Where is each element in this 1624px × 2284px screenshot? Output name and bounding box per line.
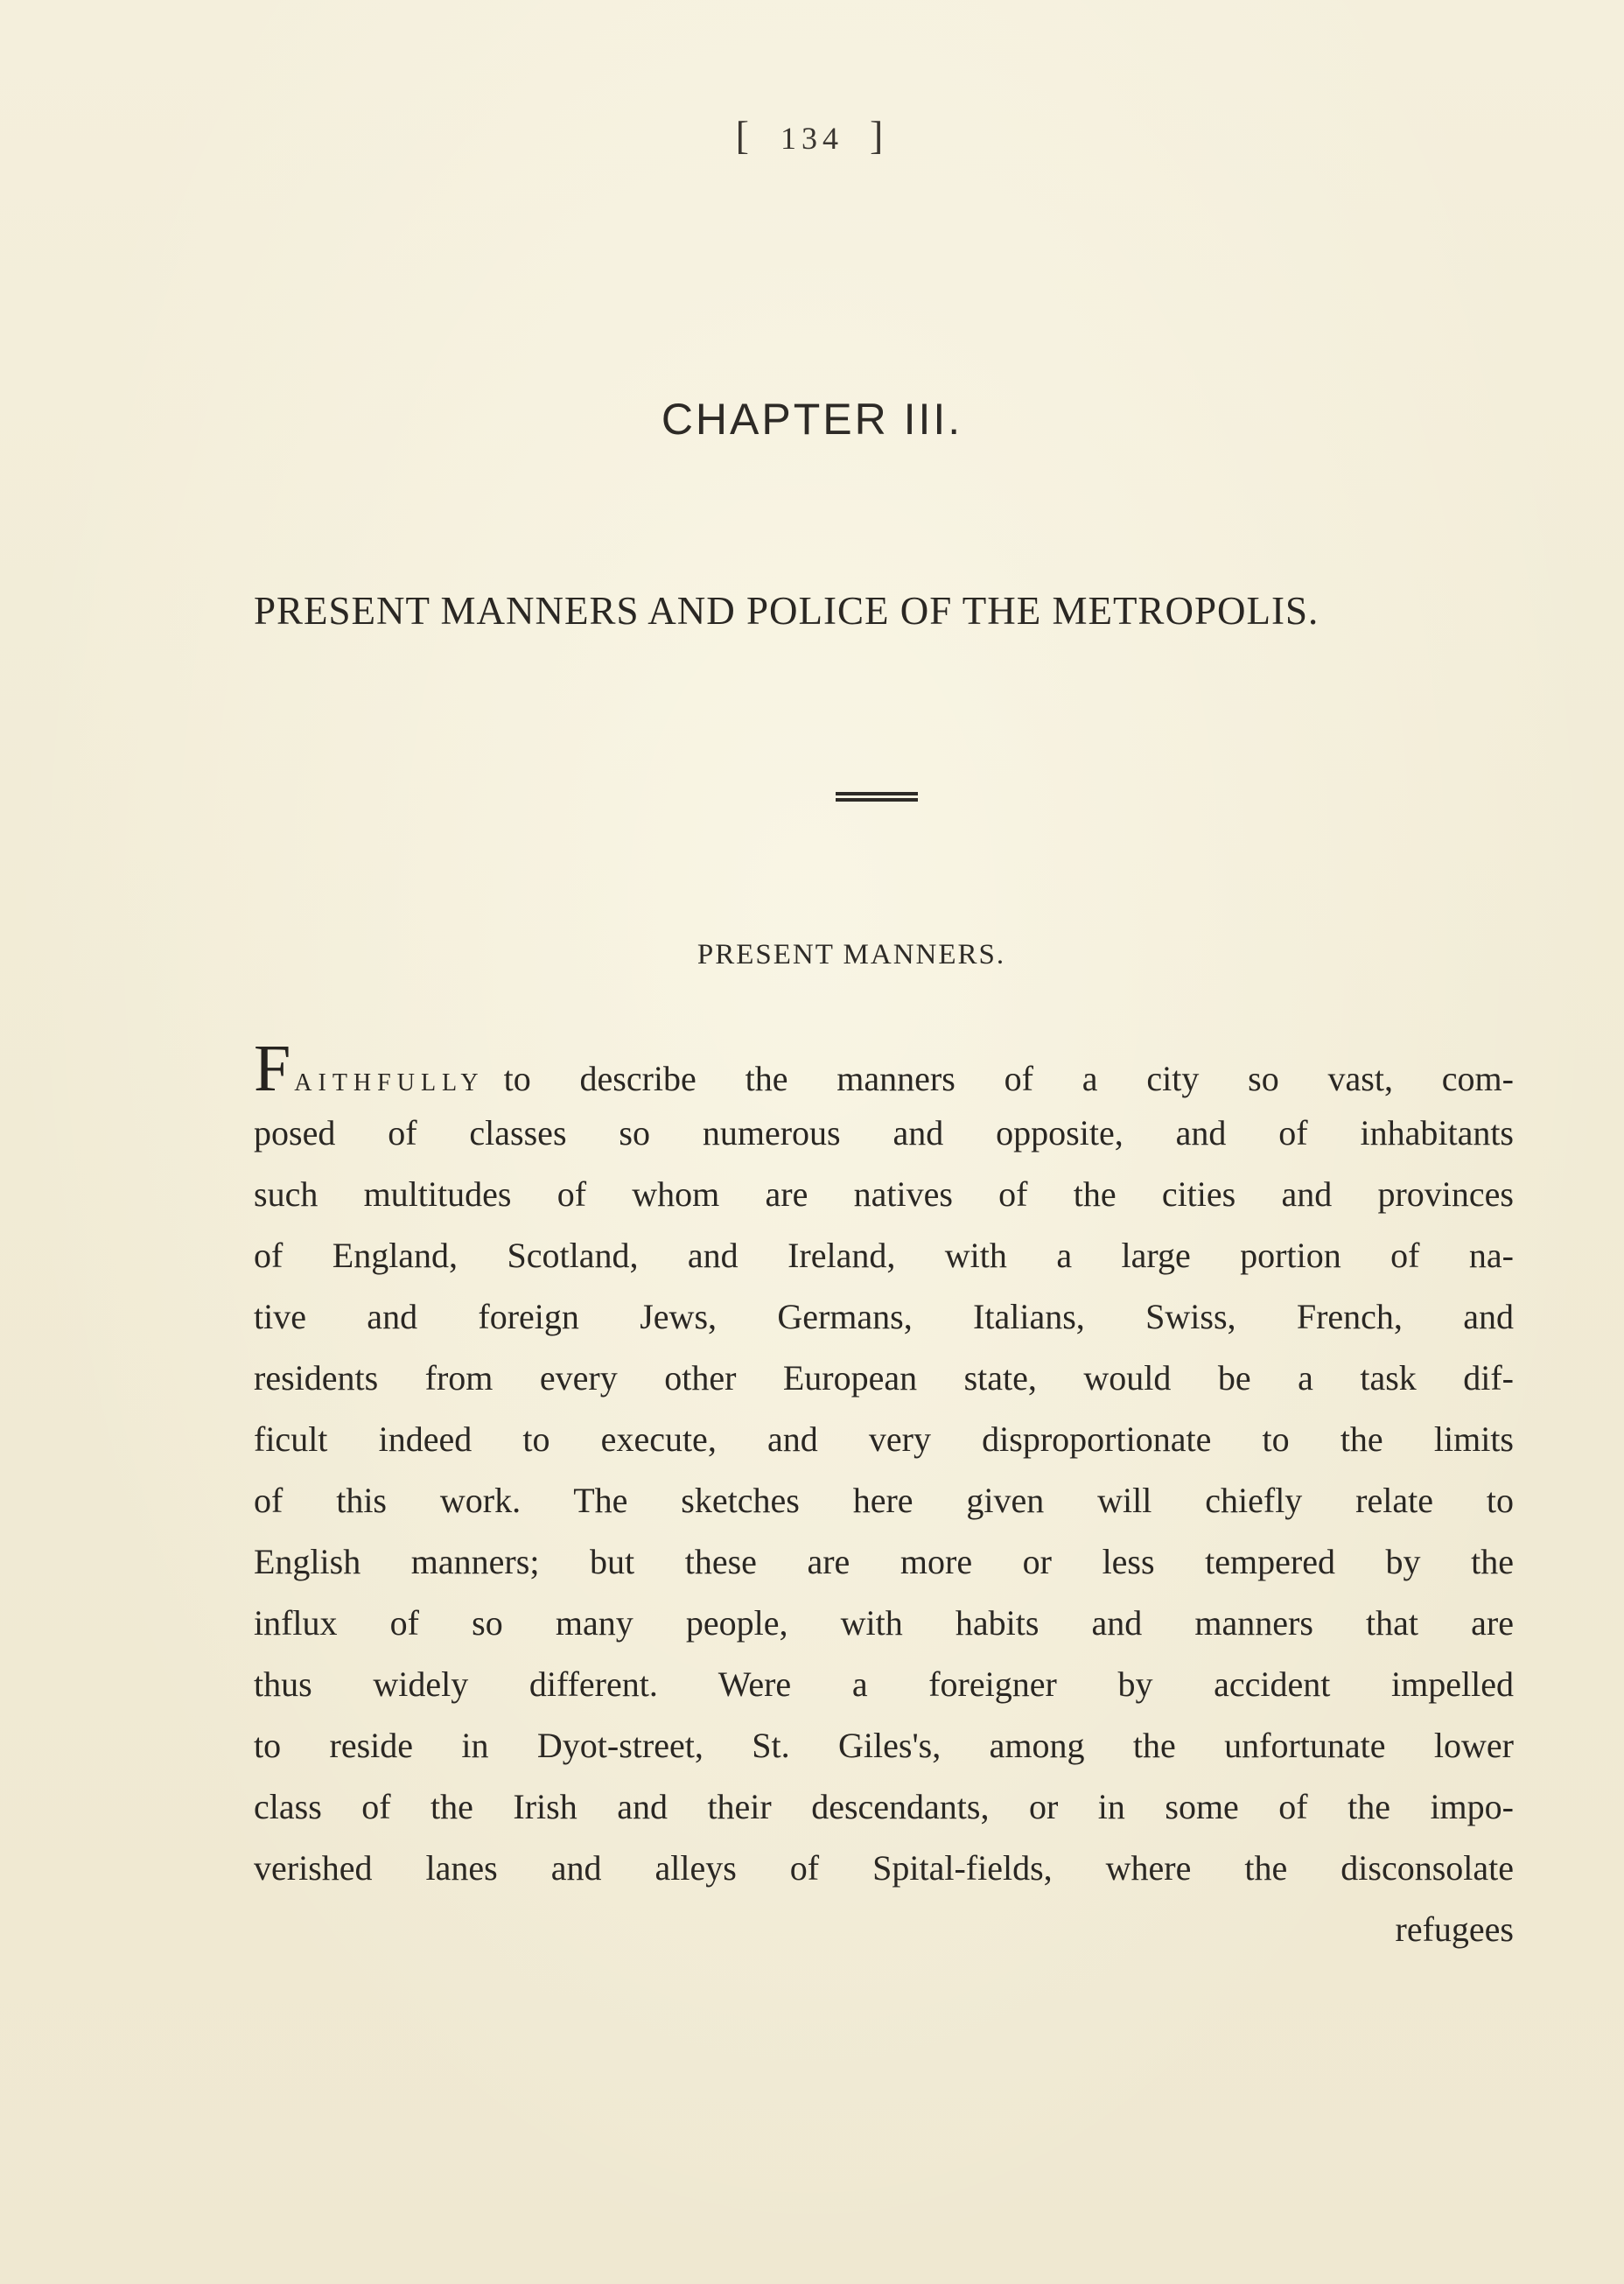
paragraph-line: to reside in Dyot-street, St. Giles's, among the unfortunate lower bbox=[254, 1726, 1514, 1765]
paragraph-line: such multitudes of whom are natives of the cities and provinces bbox=[254, 1174, 1514, 1214]
paragraph-line: verished lanes and alleys of Spital-fields, where the disconsolate bbox=[254, 1848, 1514, 1888]
paragraph-line: residents from every other European state, would be a task dif- bbox=[254, 1358, 1514, 1398]
paragraph-line: thus widely different. Were a foreigner by accident impelled bbox=[254, 1664, 1514, 1704]
paragraph-line: ficult indeed to execute, and very disproportionate to the limits bbox=[254, 1419, 1514, 1459]
paragraph-line: English manners; but these are more or less tempered by the bbox=[254, 1542, 1514, 1581]
catchword: refugees bbox=[1395, 1909, 1514, 1949]
page-number bbox=[0, 112, 1624, 158]
paragraph bbox=[254, 1041, 1514, 1960]
double-rule-divider bbox=[836, 792, 918, 804]
paragraph-line: posed of classes so numerous and opposite, and of inhabitants bbox=[254, 1113, 1514, 1153]
page-number-left-bracket: [ bbox=[735, 113, 754, 158]
rule-line-bottom bbox=[836, 798, 918, 802]
section-heading: PRESENT MANNERS. bbox=[696, 939, 1006, 970]
first-word-small-caps: AITHFULLY bbox=[294, 1069, 485, 1096]
chapter-heading: CHAPTER III. bbox=[661, 395, 963, 444]
chapter-title: PRESENT MANNERS AND POLICE OF THE METROPOLIS. bbox=[254, 589, 1320, 633]
paragraph-line: of this work. The sketches here given will chiefly relate to bbox=[254, 1481, 1514, 1520]
paragraph-first-line bbox=[254, 1041, 1514, 1103]
paragraph-line: class of the Irish and their descendants, or in some of the impo- bbox=[254, 1787, 1514, 1826]
paragraph-line: influx of so many people, with habits and manners that are bbox=[254, 1603, 1514, 1643]
drop-cap: F bbox=[254, 1041, 291, 1103]
page-number-value: 134 bbox=[780, 121, 844, 156]
page-number-right-bracket: ] bbox=[870, 113, 889, 158]
rule-line-top bbox=[836, 792, 918, 795]
paragraph-line: tive and foreign Jews, Germans, Italians, Swiss, French, and bbox=[254, 1297, 1514, 1336]
paragraph-line: of England, Scotland, and Ireland, with a large portion of na- bbox=[254, 1236, 1514, 1275]
first-line-text: to describe the manners of a city so vast, com- bbox=[503, 1059, 1514, 1098]
